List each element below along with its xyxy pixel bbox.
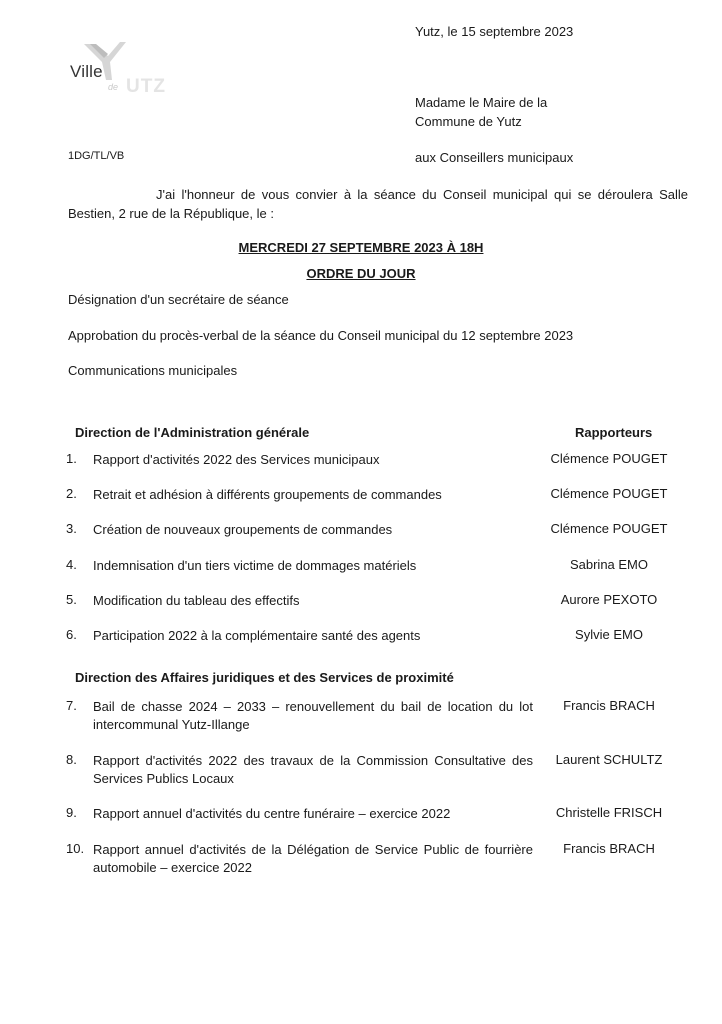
section-title-legal: Direction des Affaires juridiques et des Services de proximité bbox=[75, 670, 454, 685]
date-line: Yutz, le 15 septembre 2023 bbox=[415, 24, 574, 39]
item-rapporteur: Christelle FRISCH bbox=[555, 805, 663, 820]
item-text: Retrait et adhésion à différents groupements de commandes bbox=[93, 487, 442, 502]
item-number: 3. bbox=[66, 521, 77, 536]
item-text: Bail de chasse 2024 – 2033 – renouvellement du bail de location du lot intercommunal Yutz-Illange bbox=[93, 699, 533, 732]
sender-line-2: Commune de Yutz bbox=[415, 114, 522, 129]
item-text: Indemnisation d'un tiers victime de dommages matériels bbox=[93, 558, 417, 573]
item-number: 1. bbox=[66, 451, 77, 466]
logo-de-text: de bbox=[108, 82, 119, 92]
item-rapporteur: Clémence POUGET bbox=[550, 451, 668, 466]
item-rapporteur: Francis BRACH bbox=[563, 698, 655, 713]
preliminary-item: Approbation du procès-verbal de la séance du Conseil municipal du 12 septembre 2023 bbox=[68, 328, 574, 343]
sender-line-1: Madame le Maire de la bbox=[415, 95, 548, 110]
section-title-admin: Direction de l'Administration générale bbox=[75, 425, 310, 440]
item-number: 9. bbox=[66, 805, 77, 820]
item-number: 4. bbox=[66, 557, 77, 572]
item-number: 5. bbox=[66, 592, 77, 607]
item-rapporteur: Francis BRACH bbox=[563, 841, 655, 856]
item-rapporteur: Clémence POUGET bbox=[550, 486, 668, 501]
item-rapporteur: Sylvie EMO bbox=[575, 627, 643, 642]
rapporteurs-header: Rapporteurs bbox=[575, 425, 653, 440]
item-text: Création de nouveaux groupements de commandes bbox=[93, 522, 393, 537]
agenda-title: ORDRE DU JOUR bbox=[306, 266, 416, 281]
preliminary-item: Communications municipales bbox=[68, 363, 238, 378]
item-rapporteur: Laurent SCHULTZ bbox=[555, 752, 663, 767]
logo-ville-text: Ville bbox=[70, 62, 103, 81]
preliminary-item: Désignation d'un secrétaire de séance bbox=[68, 292, 289, 307]
item-text: Rapport d'activités 2022 des travaux de la Commission Consultative des Services Publics Locaux bbox=[93, 753, 533, 786]
item-text: Rapport annuel d'activités du centre funéraire – exercice 2022 bbox=[93, 806, 451, 821]
item-number: 6. bbox=[66, 627, 77, 642]
item-rapporteur: Aurore PEXOTO bbox=[560, 592, 658, 607]
item-text: Rapport d'activités 2022 des Services municipaux bbox=[93, 452, 380, 467]
item-number: 8. bbox=[66, 752, 77, 767]
item-text: Rapport annuel d'activités de la Délégation de Service Public de fourrière automobile – exercice 2022 bbox=[93, 842, 533, 875]
item-rapporteur: Clémence POUGET bbox=[550, 521, 668, 536]
reference-code: 1DG/TL/VB bbox=[68, 150, 125, 162]
item-number: 7. bbox=[66, 698, 77, 713]
meeting-date: MERCREDI 27 SEPTEMBRE 2023 À 18H bbox=[238, 240, 484, 255]
intro-paragraph: J'ai l'honneur de vous convier à la séance du Conseil municipal qui se déroulera Salle Bestien, 2 rue de la République, le : bbox=[68, 187, 688, 221]
item-number: 2. bbox=[66, 486, 77, 501]
city-logo bbox=[62, 38, 182, 108]
item-rapporteur: Sabrina EMO bbox=[569, 557, 649, 572]
item-number: 10. bbox=[66, 841, 85, 856]
recipient-line: aux Conseillers municipaux bbox=[415, 150, 574, 165]
item-text: Participation 2022 à la complémentaire santé des agents bbox=[93, 628, 421, 643]
item-text: Modification du tableau des effectifs bbox=[93, 593, 300, 608]
logo-utz-text: UTZ bbox=[126, 76, 166, 97]
